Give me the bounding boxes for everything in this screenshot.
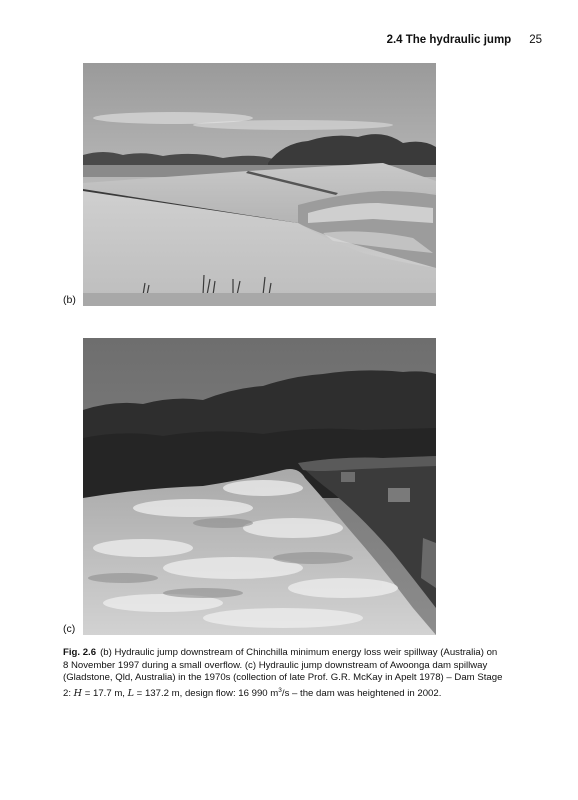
panel-label-b: (b) xyxy=(63,294,76,306)
caption-flow-exponent: 3 xyxy=(278,686,282,694)
caption-h-value: = 17.7 m, xyxy=(82,687,128,699)
running-head xyxy=(387,34,542,46)
panel-label-c: (c) xyxy=(63,623,76,635)
caption-text-1: (b) Hydraulic jump downstream of Chinchilla minimum energy loss weir spillway (Australia) on 8 November 1997 during a small overflow. (c) Hydraulic jump downstream of Awoonga dam spillway (Gladstone, Qld, Australia) in the 1970s (collection of late Prof. G.R. McKay in Apelt 1978) – Dam Stage 2: xyxy=(63,647,503,699)
caption-l-value: = 137.2 m, design flow: 16 990 m xyxy=(134,687,279,699)
figure-caption xyxy=(63,647,503,701)
page-number: 25 xyxy=(529,34,542,46)
caption-l-symbol: L xyxy=(127,687,135,699)
photo-awoonga-dam xyxy=(83,338,436,635)
caption-text-2: /s – the dam was heightened in 2002. xyxy=(281,687,442,699)
caption-h-symbol: H xyxy=(73,687,83,699)
photo-chinchilla-weir xyxy=(83,63,436,306)
figure-number: Fig. 2.6 xyxy=(63,647,97,658)
section-title: 2.4 The hydraulic jump xyxy=(386,34,512,46)
